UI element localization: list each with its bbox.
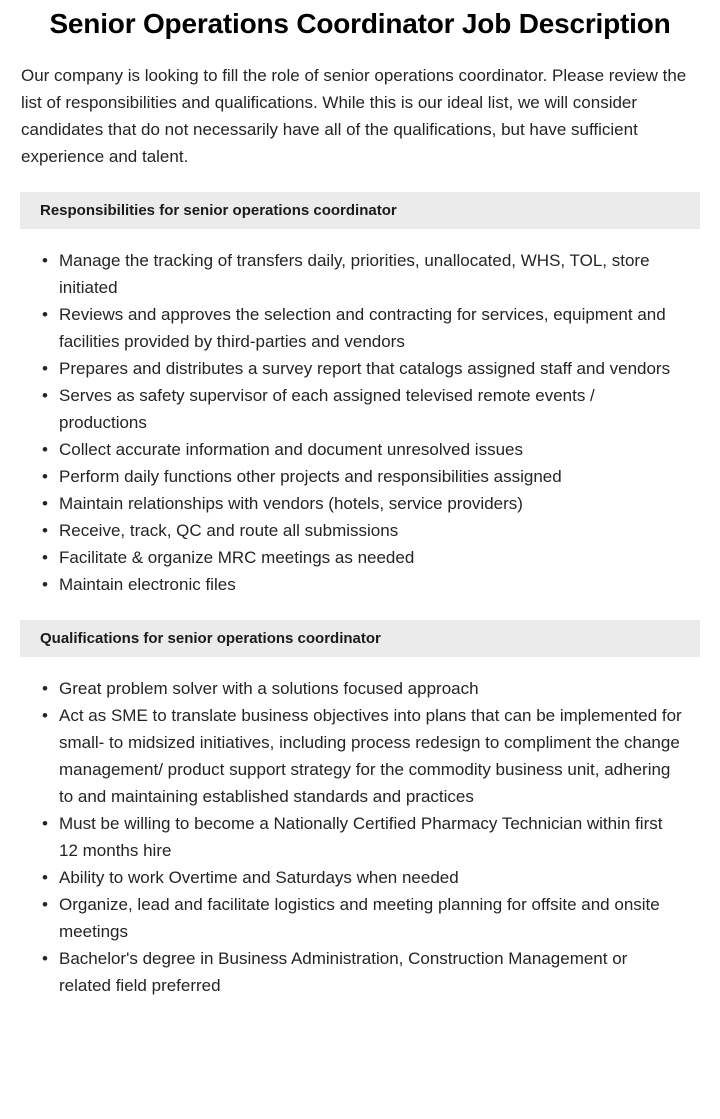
list-item-text: Ability to work Overtime and Saturdays when needed bbox=[59, 868, 459, 888]
bullet-icon: • bbox=[42, 575, 48, 595]
section-responsibilities bbox=[0, 192, 720, 598]
list-item-text: Bachelor's degree in Business Administration, Construction Management or related field preferred bbox=[59, 949, 628, 996]
qualifications-list bbox=[0, 657, 720, 999]
list-item bbox=[22, 702, 700, 810]
list-item-text: Reviews and approves the selection and contracting for services, equipment and facilities provided by third-parties and vendors bbox=[59, 305, 666, 352]
intro-paragraph: Our company is looking to fill the role of senior operations coordinator. Please review the list of responsibilities and qualifications. While this is our ideal list, we will consider candidates that do not necessarily have all of the qualifications, but have sufficient experience and talent. bbox=[21, 66, 687, 167]
bullet-icon: • bbox=[42, 251, 48, 271]
list-item bbox=[22, 675, 700, 702]
bullet-icon: • bbox=[42, 895, 48, 915]
list-item-text: Receive, track, QC and route all submissions bbox=[59, 521, 399, 541]
bullet-icon: • bbox=[42, 359, 48, 379]
bullet-icon: • bbox=[42, 440, 48, 460]
list-item bbox=[22, 382, 700, 436]
section-heading-label: Qualifications for senior operations coordinator bbox=[40, 630, 381, 648]
list-item-text: Organize, lead and facilitate logistics and meeting planning for offsite and onsite meetings bbox=[59, 895, 660, 942]
list-item-text: Act as SME to translate business objectives into plans that can be implemented for small- to midsized initiatives, including process redesign to compliment the change management/ product support strategy for the commodity business unit, adhering to and maintaining established standards and practices bbox=[59, 706, 682, 807]
list-item bbox=[22, 436, 700, 463]
bullet-icon: • bbox=[42, 949, 48, 969]
section-qualifications bbox=[0, 620, 720, 999]
list-item bbox=[22, 864, 700, 891]
list-item bbox=[22, 517, 700, 544]
list-item-text: Facilitate & organize MRC meetings as needed bbox=[59, 548, 415, 568]
page-bottom-spacer bbox=[0, 999, 720, 1025]
list-item bbox=[22, 810, 700, 864]
responsibilities-list bbox=[0, 229, 720, 598]
list-item-text: Collect accurate information and document unresolved issues bbox=[59, 440, 523, 460]
bullet-icon: • bbox=[42, 305, 48, 325]
list-item bbox=[22, 355, 700, 382]
list-item-text: Maintain relationships with vendors (hotels, service providers) bbox=[59, 494, 523, 514]
bullet-icon: • bbox=[42, 386, 48, 406]
list-item-text: Must be willing to become a Nationally Certified Pharmacy Technician within first 12 months hire bbox=[59, 814, 663, 861]
list-item-text: Perform daily functions other projects and responsibilities assigned bbox=[59, 467, 562, 487]
bullet-icon: • bbox=[42, 679, 48, 699]
list-item-text: Great problem solver with a solutions focused approach bbox=[59, 679, 479, 699]
page-title: Senior Operations Coordinator Job Description bbox=[49, 8, 671, 39]
section-header-responsibilities bbox=[20, 192, 700, 229]
bullet-icon: • bbox=[42, 494, 48, 514]
list-item-text: Prepares and distributes a survey report that catalogs assigned staff and vendors bbox=[59, 359, 671, 379]
list-item-text: Serves as safety supervisor of each assigned televised remote events / productions bbox=[59, 386, 595, 433]
bullet-icon: • bbox=[42, 548, 48, 568]
list-item bbox=[22, 247, 700, 301]
bullet-icon: • bbox=[42, 521, 48, 541]
bullet-icon: • bbox=[42, 467, 48, 487]
list-item bbox=[22, 891, 700, 945]
list-item bbox=[22, 945, 700, 999]
list-item bbox=[22, 301, 700, 355]
bullet-icon: • bbox=[42, 706, 48, 726]
list-item-text: Maintain electronic files bbox=[59, 575, 236, 595]
section-heading-label: Responsibilities for senior operations coordinator bbox=[40, 202, 397, 220]
bullet-icon: • bbox=[42, 868, 48, 888]
section-header-qualifications bbox=[20, 620, 700, 657]
list-item bbox=[22, 544, 700, 571]
list-item-text: Manage the tracking of transfers daily, priorities, unallocated, WHS, TOL, store initiated bbox=[59, 251, 650, 298]
list-item bbox=[22, 490, 700, 517]
bullet-icon: • bbox=[42, 814, 48, 834]
list-item bbox=[22, 463, 700, 490]
list-item bbox=[22, 571, 700, 598]
